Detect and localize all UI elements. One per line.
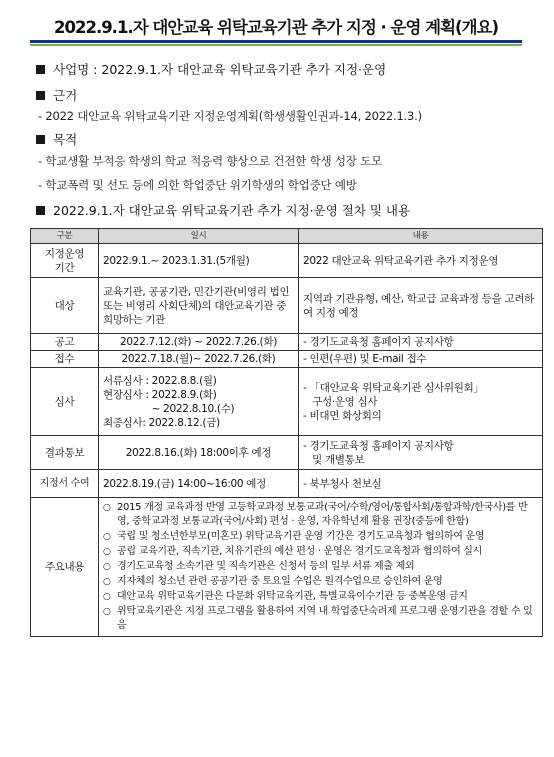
procedure-section [36, 201, 410, 219]
list-item: ○ 경기도교육청 소속기관 및 직속기관은 신청서 등의 일부 서류 제출 제외 [103, 560, 538, 574]
title-underline-green [30, 44, 522, 46]
row-label: 지정운영 기간 [31, 244, 99, 278]
list-item: ○ 공립 교육기관, 직속기관, 치유기관의 예산 편성 · 운영은 경기도교육청과 협의하여 실시 [103, 545, 538, 559]
list-item: ○ 지자체의 청소년 관련 공공기관 중 토요일 수업은 원격수업으로 승인하여 운영 [103, 575, 538, 589]
square-bullet-icon [36, 91, 45, 100]
row-date: 2022.9.1.~ 2023.1.31.(5개월) [99, 244, 299, 278]
row-label: 결과통보 [31, 436, 99, 470]
table-row [31, 470, 543, 498]
title-underline-blue [30, 40, 522, 43]
table-row [31, 334, 543, 351]
table-header-date: 일시 [99, 229, 299, 244]
row-content: - 북부청사 천보실 [299, 470, 543, 498]
row-date: 2022.7.12.(화) ~ 2022.7.26.(화) [99, 334, 299, 351]
square-bullet-icon [36, 206, 45, 215]
table-row [31, 278, 543, 334]
row-date: 교육기관, 공공기관, 민간기관(비영리 법인 또는 비영리 사회단체)의 대안교육기관 중 희망하는 기관 [99, 278, 299, 334]
row-label: 공고 [31, 334, 99, 351]
purpose-section [36, 130, 77, 148]
basis-heading: 근거 [53, 88, 78, 103]
table-row [31, 351, 543, 368]
table-header-row [31, 229, 543, 244]
row-label: 대상 [31, 278, 99, 334]
row-label: 접수 [31, 351, 99, 368]
square-bullet-icon [36, 135, 45, 144]
main-content-cell [99, 498, 543, 637]
row-content: 지역과 기관유형, 예산, 학교급 교육과정 등을 고려하여 지정 예정 [299, 278, 543, 334]
list-item: ○ 2015 개정 교육과정 반영 고등학교과정 보통교과(국어/수학/영어/통합사회/통합과학/한국사)를 반영, 중학교과정 보통교과(국어/사회) 편성 · 운영, 자유학년제 활용 권장(중등에 한함) [103, 501, 538, 529]
procedure-heading: 2022.9.1.자 대안교육 위탁교육기관 추가 지정·운영 절차 및 내용 [53, 203, 411, 218]
basis-item: - 2022 대안교육 위탁교육기관 지정운영계획(학생생활인권과-14, 2022.1.3.) [38, 109, 422, 123]
row-date: 2022.8.19.(금) 14:00~16:00 예정 [99, 470, 299, 498]
list-item: ○ 국립 및 청소년한부모(미혼모) 위탁교육기관 운영 기간은 경기도교육청과 협의하여 운영 [103, 530, 538, 544]
table-row-main-content [31, 498, 543, 637]
list-item: ○ 대안교육 위탁교육기관은 다문화 위탁교육기관, 특별교육이수기관 등 중복운영 금지 [103, 590, 538, 604]
row-date: 2022.7.18.(월)~ 2022.7.26.(화) [99, 351, 299, 368]
purpose-heading: 목적 [53, 132, 78, 147]
procedure-table [30, 228, 543, 637]
row-content: - 「대안교육 위탁교육기관 심사위원회」 구성·운영 심사 - 비대면 화상회의 [299, 368, 543, 436]
list-item: ○ 위탁교육기관은 지정 프로그램을 활용하여 지역 내 학업중단숙려제 프로그램 운영기관을 겸할 수 있음 [103, 605, 538, 633]
table-row [31, 244, 543, 278]
row-label: 주요내용 [31, 498, 99, 637]
project-name: 사업명 : 2022.9.1.자 대안교육 위탁교육기관 추가 지정·운영 [53, 62, 387, 77]
document-title: 2022.9.1.자 대안교육 위탁교육기관 추가 지정 · 운영 계획(개요) [54, 18, 498, 37]
table-row [31, 436, 543, 470]
row-date: 서류심사 : 2022.8.8.(월) 현장심사 : 2022.8.9.(화) ~ 2022.8.10.(수) 최종심사: 2022.8.12.(금) [99, 368, 299, 436]
project-name-section [36, 60, 386, 78]
row-content: - 인편(우편) 및 E-mail 접수 [299, 351, 543, 368]
row-label: 지정서 수여 [31, 470, 99, 498]
square-bullet-icon [36, 65, 45, 74]
table-row [31, 368, 543, 436]
row-content: - 경기도교육청 홈페이지 공지사항 [299, 334, 543, 351]
row-date: 2022.8.16.(화) 18:00이후 예정 [99, 436, 299, 470]
table-header-category: 구분 [31, 229, 99, 244]
row-content: 2022 대안교육 위탁교육기관 추가 지정운영 [299, 244, 543, 278]
purpose-item: - 학교생활 부적응 학생의 학교 적응력 향상으로 건전한 학생 성장 도모 [38, 154, 382, 168]
main-content-list [103, 501, 538, 633]
row-label: 심사 [31, 368, 99, 436]
row-content: - 경기도교육청 홈페이지 공지사항 및 개별통보 [299, 436, 543, 470]
table-header-content: 내용 [299, 229, 543, 244]
basis-section [36, 86, 77, 104]
purpose-item: - 학교폭력 및 선도 등에 의한 학업중단 위기학생의 학업중단 예방 [38, 178, 357, 192]
